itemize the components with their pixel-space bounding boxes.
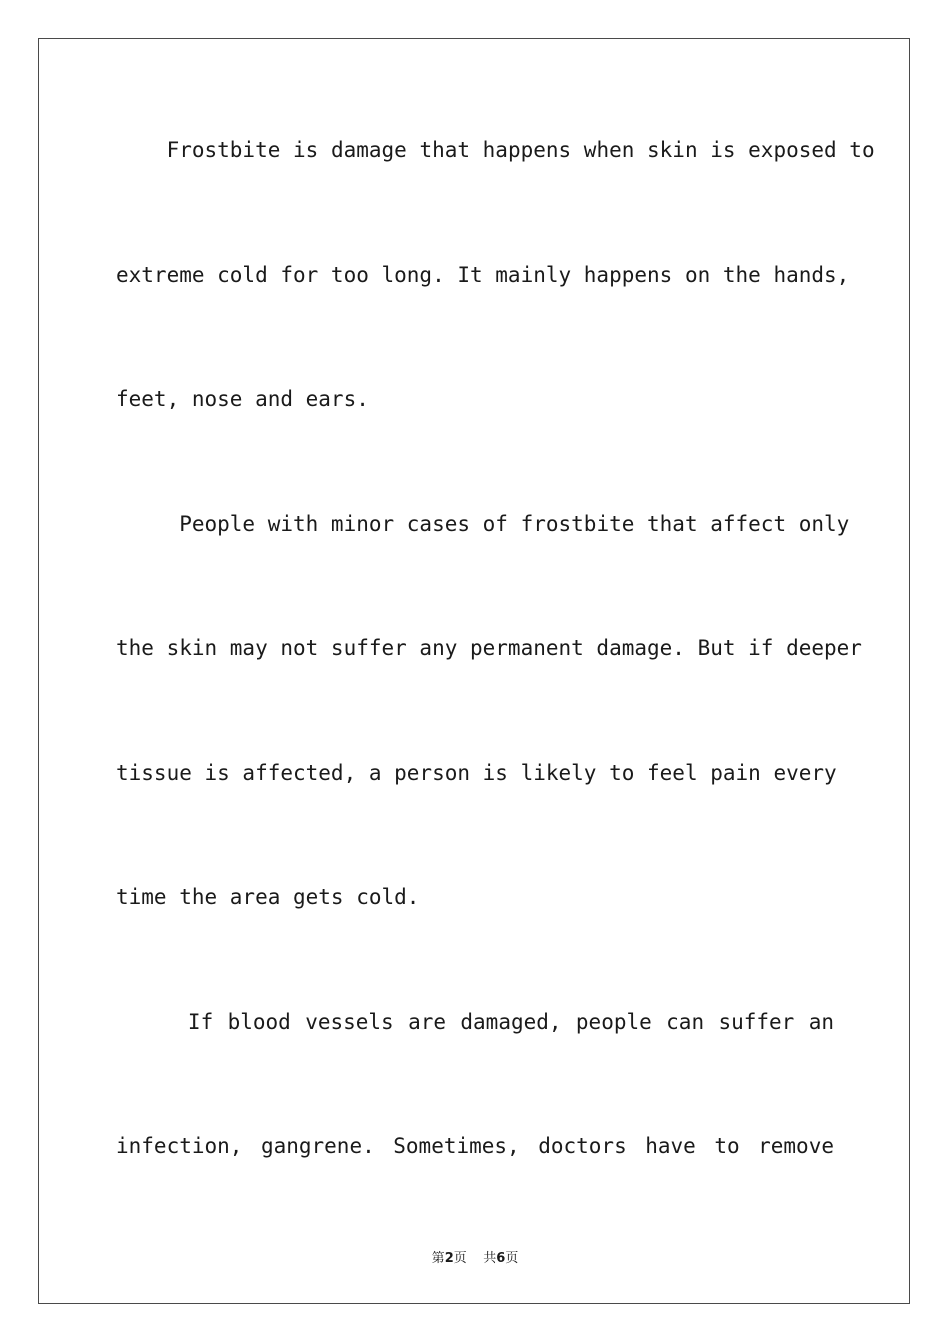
text-line: Frostbite is damage that happens when skin is exposed to [166, 138, 875, 162]
text-line: time the area gets cold. [116, 885, 420, 909]
total-pages-number: 6 [496, 1251, 506, 1266]
page-footer [0, 1247, 950, 1266]
footer-suffix: 页 [505, 1251, 519, 1266]
page-frame [38, 38, 910, 1304]
text-line: If blood vessels are damaged, people can suffer an [187, 1010, 834, 1034]
text-line: tissue is affected, a person is likely to feel pain every [116, 761, 837, 785]
footer-prefix: 第 [431, 1251, 445, 1266]
text-line: extreme cold for too long. It mainly happens on the hands, [116, 263, 850, 287]
text-line: the skin may not suffer any permanent damage. But if deeper [116, 636, 862, 660]
current-page-number: 2 [444, 1251, 454, 1266]
text-line: People with minor cases of frostbite that affect only [179, 512, 850, 536]
text-line: infection, gangrene. Sometimes, doctors have to remove [116, 1134, 834, 1158]
text-line: feet, nose and ears. [116, 387, 369, 411]
footer-middle: 页 共 [453, 1251, 497, 1266]
